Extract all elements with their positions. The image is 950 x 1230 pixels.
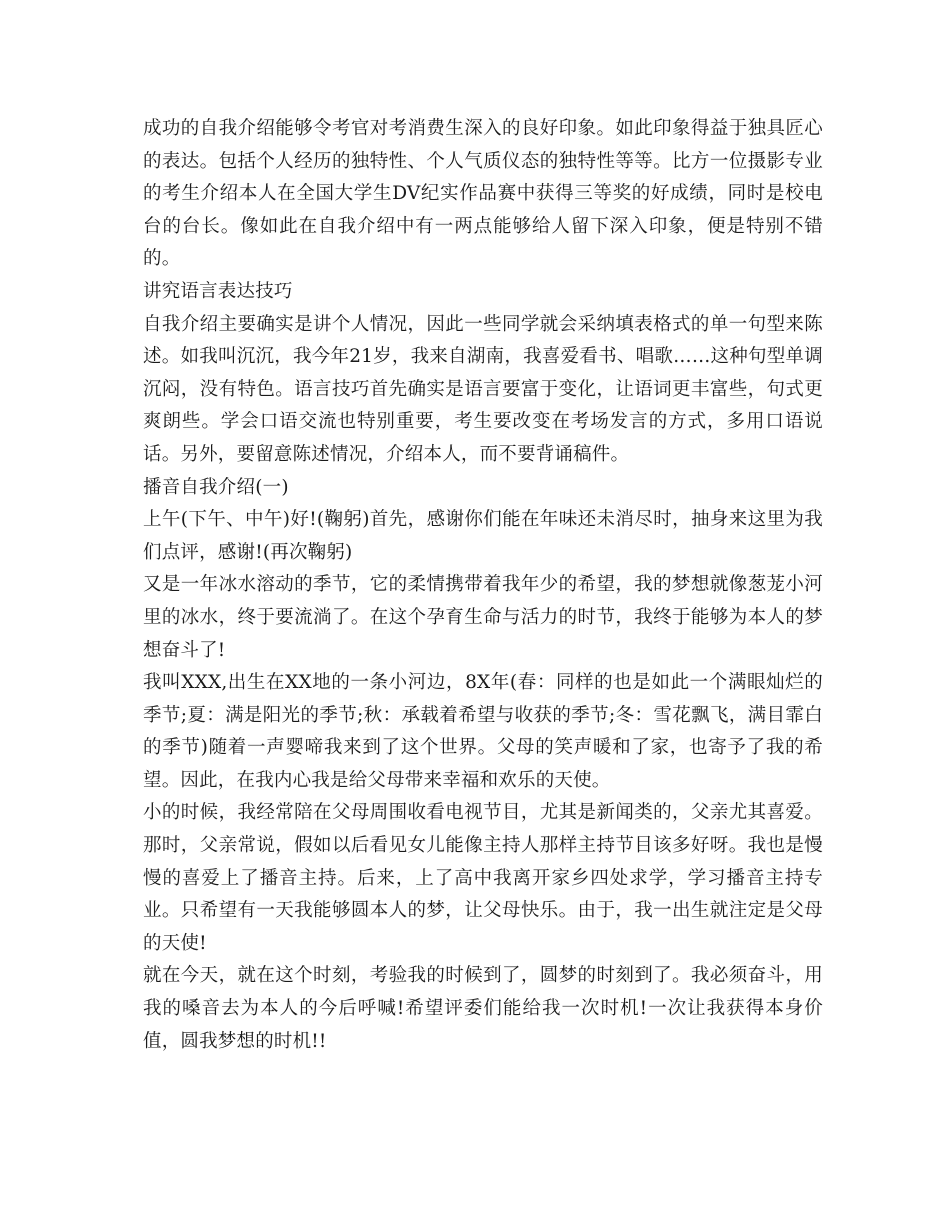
section-heading-language-skills: 讲究语言表达技巧 [143, 280, 293, 302]
section-heading-broadcast-intro: 播音自我介绍(一) [143, 476, 289, 498]
document-body [143, 113, 823, 1058]
paragraph-greeting: 上午(下午、中午)好!(鞠躬)首先，感谢你们能在年味还未消尽时，抽身来这里为我们点评，感谢!(再次鞠躬) [143, 509, 823, 563]
paragraph-intro-impression: 成功的自我介绍能够令考官对考消费生深入的良好印象。如此印象得益于独具匠心的表达。包括个人经历的独特性、个人气质仪态的独特性等等。比方一位摄影专业的考生介绍本人在全国大学生DV纪实作品赛中获得三等奖的好成绩，同时是校电台的台长。像如此在自我介绍中有一两点能够给人留下深入印象，便是特别不错的。 [143, 118, 823, 270]
paragraph-birth: 我叫XXX,出生在XX地的一条小河边，8X年(春：同样的也是如此一个满眼灿烂的季节;夏：满是阳光的季节;秋：承载着希望与收获的季节;冬：雪花飘飞，满目霏白的季节)随着一声婴啼我来到了这个世界。父母的笑声暖和了家，也寄予了我的希望。因此，在我内心我是给父母带来幸福和欢乐的天使。 [143, 672, 823, 791]
paragraph-today: 就在今天，就在这个时刻，考验我的时候到了，圆梦的时刻到了。我必须奋斗，用我的嗓音去为本人的今后呼喊!希望评委们能给我一次时机!一次让我获得本身价值，圆我梦想的时机!! [143, 965, 823, 1052]
paragraph-childhood: 小的时候，我经常陪在父母周围收看电视节目，尤其是新闻类的，父亲尤其喜爱。那时，父亲常说，假如以后看见女儿能像主持人那样主持节目该多好呀。我也是慢慢的喜爱上了播音主持。后来，上了高中我离开家乡四处求学，学习播音主持专业。只希望有一天我能够圆本人的梦，让父母快乐。由于，我一出生就注定是父母的天使! [143, 802, 823, 954]
paragraph-language-skills: 自我介绍主要确实是讲个人情况，因此一些同学就会采纳填表格式的单一句型来陈述。如我叫沉沉，我今年21岁，我来自湖南，我喜爱看书、唱歌……这种句型单调沉闷，没有特色。语言技巧首先确实是语言要富于变化，让语词更丰富些，句式更爽朗些。学会口语交流也特别重要，考生要改变在考场发言的方式，多用口语说话。另外，要留意陈述情况，介绍本人，而不要背诵稿件。 [143, 313, 823, 465]
paragraph-season: 又是一年冰水溶动的季节，它的柔情携带着我年少的希望，我的梦想就像葱茏小河里的冰水，终于要流淌了。在这个孕育生命与活力的时节，我终于能够为本人的梦想奋斗了! [143, 574, 823, 661]
